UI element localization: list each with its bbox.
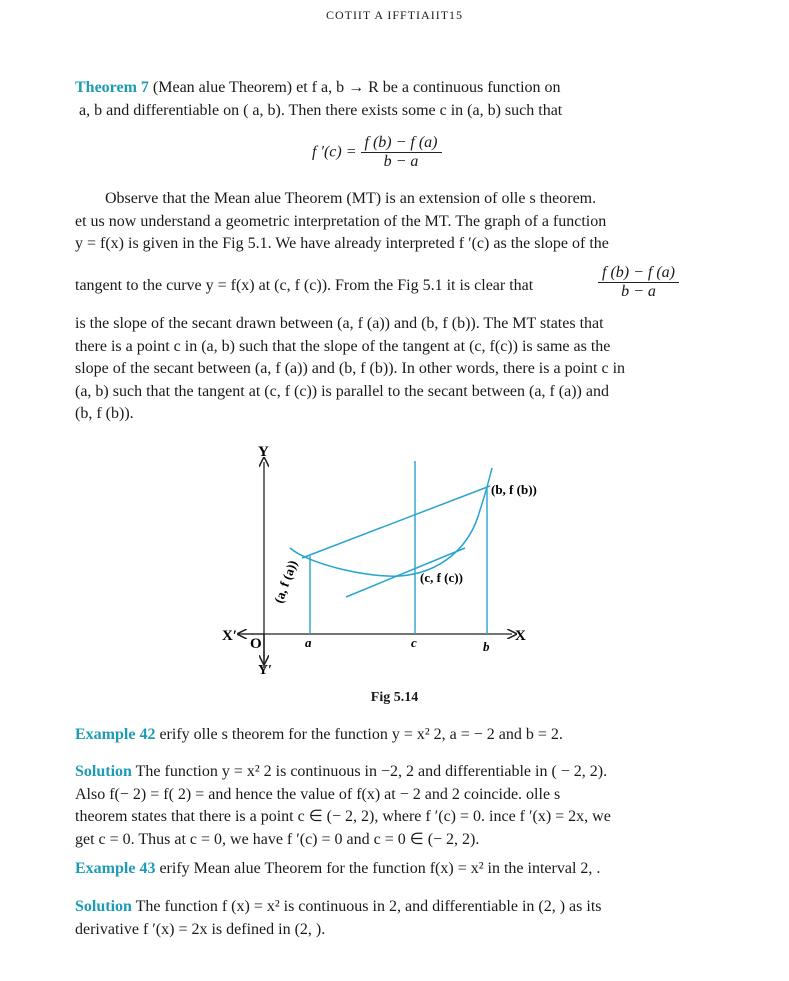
solution-43-line-2: derivative f ′(x) = 2x is defined in (2, ). [75, 920, 326, 938]
theorem-7-text: (Mean alue Theorem) et f a, b → R be a continuous function on [148, 79, 561, 96]
example-42-label: Example 42 [75, 726, 156, 743]
function-curve [290, 468, 492, 576]
theorem-7-line-2: a, b and differentiable on ( a, b). Then there exists some c in (a, b) such that [79, 101, 563, 119]
secant-slope-numerator: f (b) − f (a) [598, 264, 679, 283]
point-c-label: (c, f (c)) [420, 570, 463, 585]
solution-42-line-3: theorem states that there is a point c ∈ (− 2, 2), where f ′(c) = 0. ince f ′(x) = 2x, we [75, 808, 611, 825]
example-43-text: erify Mean alue Theorem for the function f(x) = x² in the interval 2, . [155, 860, 601, 877]
secant-line [302, 486, 490, 558]
solution-42-line-2: Also f(− 2) = f( 2) = and hence the value of f(x) at − 2 and 2 coincide. olle s [75, 785, 561, 803]
solution-43 [75, 896, 695, 941]
mvt-fraction-numerator: f (b) − f (a) [361, 134, 442, 153]
y-axis-label: Y [258, 444, 269, 460]
secant-slope-denominator: b − a [621, 283, 656, 300]
x-axis-label: X [515, 628, 526, 644]
solution-43-label: Solution [75, 898, 132, 915]
example-42 [75, 724, 695, 747]
observe-line-2: et us now understand a geometric interpretation of the MT. The graph of a function [75, 212, 607, 230]
example-43 [75, 858, 695, 881]
observe-line-1: Observe that the Mean alue Theorem (MT) is an extension of olle s theorem. [105, 190, 597, 207]
point-a-label: (a, f (a)) [270, 558, 301, 606]
observe-line-3: y = f(x) is given in the Fig 5.1. We have already interpreted f ′(c) as the slope of the [75, 235, 609, 252]
point-b-label: (b, f (b)) [491, 482, 537, 497]
secant-line-1: is the slope of the secant drawn between (a, f (a)) and (b, f (b)). The MT states that [75, 315, 604, 332]
solution-42-label: Solution [75, 763, 132, 780]
observe-line-4: tangent to the curve y = f(x) at (c, f (c)). From the Fig 5.1 it is clear that [75, 277, 534, 294]
mvt-formula-lhs: f ′(c) = [312, 143, 357, 161]
running-header: COTIIT A IFFTIAIIT15 [325, 8, 464, 22]
solution-42 [75, 761, 695, 851]
secant-line-4: (a, b) such that the tangent at (c, f (c)) is parallel to the secant between (a, f (a)) and [75, 382, 609, 400]
secant-line-2: there is a point c in (a, b) such that the slope of the tangent at (c, f(c)) is same as the [75, 337, 611, 355]
example-43-label: Example 43 [75, 860, 156, 877]
secant-line-5: (b, f (b)). [75, 405, 134, 422]
solution-43-line-1: The function f (x) = x² is continuous in 2, and differentiable in (2, ) as its [131, 898, 602, 915]
solution-42-line-1: The function y = x² 2 is continuous in −2, 2 and differentiable in ( − 2, 2). [131, 763, 608, 780]
figure-caption: Fig 5.14 [370, 690, 419, 705]
tick-label-b: b [483, 639, 490, 654]
origin-label: O [250, 636, 262, 652]
secant-line-3: slope of the secant between (a, f (a)) and (b, f (b)). In other words, there is a point c in [75, 360, 626, 377]
solution-42-line-4: get c = 0. Thus at c = 0, we have f ′(c) = 0 and c = 0 ∈ (− 2, 2). [75, 830, 480, 848]
x-prime-label: X′ [222, 628, 238, 644]
y-prime-label: Y′ [258, 663, 273, 678]
mvt-fraction-denominator: b − a [383, 153, 419, 170]
tick-label-a: a [305, 635, 312, 650]
tick-label-c: c [411, 635, 417, 650]
theorem-7-label: Theorem 7 [75, 79, 149, 96]
example-42-text: erify olle s theorem for the function y = x² 2, a = − 2 and b = 2. [155, 726, 563, 743]
